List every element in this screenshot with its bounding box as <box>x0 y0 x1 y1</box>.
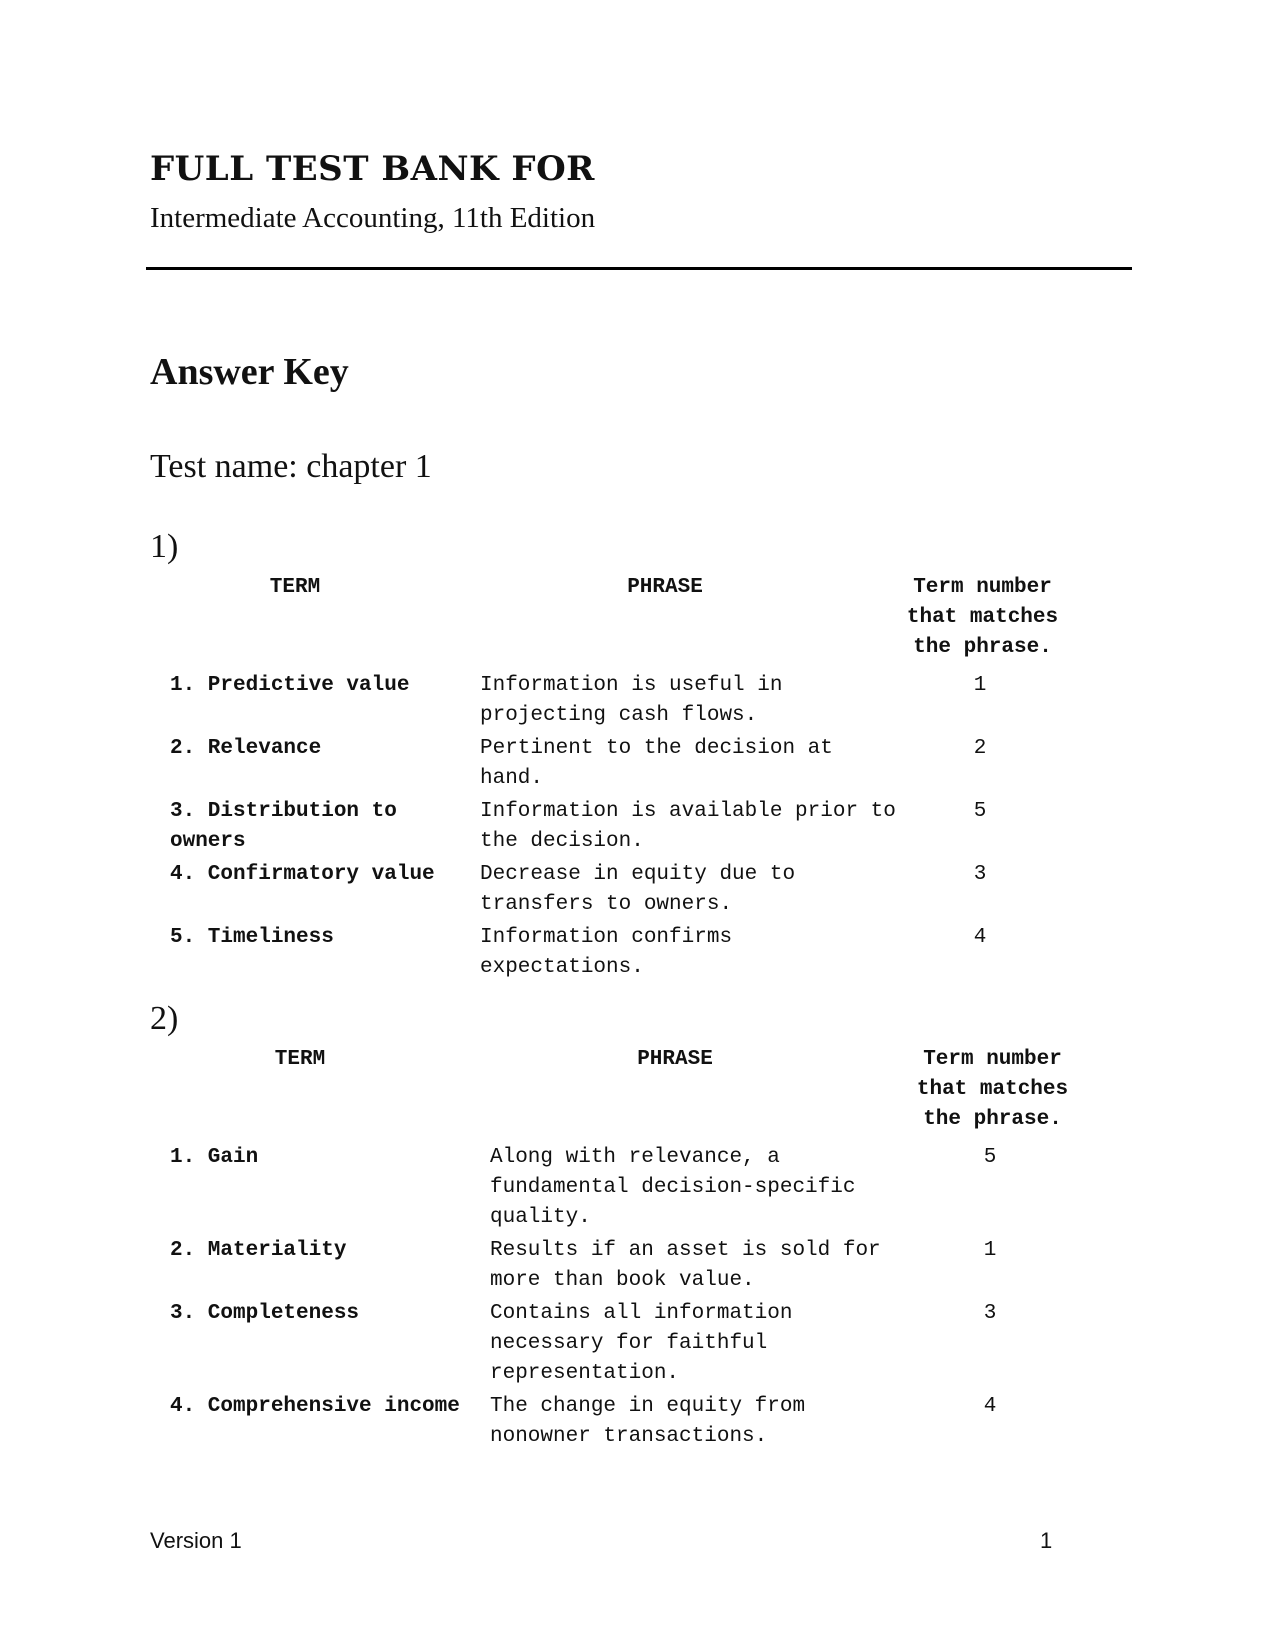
table-row <box>160 1236 1075 1296</box>
header-divider <box>146 267 1132 270</box>
page-number: 1 <box>1040 1528 1053 1553</box>
answer-cell: 5 <box>973 800 987 823</box>
answer-cell: 3 <box>983 1302 997 1325</box>
phrase-cell: Results if an asset is sold for more than book value. <box>490 1239 881 1292</box>
phrase-cell: Contains all information necessary for faithful representation. <box>490 1302 793 1385</box>
table-row <box>160 860 1065 920</box>
term-cell: 4. Comprehensive income <box>170 1395 460 1418</box>
matching-table <box>160 573 1065 986</box>
term-cell: 3. Distribution to owners <box>170 800 397 853</box>
answer-cell: 5 <box>983 1146 997 1169</box>
table-header-row <box>160 1045 1075 1143</box>
phrase-cell: Pertinent to the decision at hand. <box>480 737 833 790</box>
term-cell: 1. Predictive value <box>170 674 410 697</box>
table-row <box>160 923 1065 983</box>
document-subtitle: Intermediate Accounting, 11th Edition <box>150 202 596 235</box>
answer-key-heading: Answer Key <box>150 351 349 393</box>
table-header-row <box>160 573 1065 671</box>
term-cell: 2. Relevance <box>170 737 322 760</box>
answer-cell: 3 <box>973 863 987 886</box>
answer-cell: 1 <box>983 1239 997 1262</box>
term-cell: 3. Completeness <box>170 1302 360 1325</box>
phrase-cell: Information is useful in projecting cash flows. <box>480 674 783 727</box>
term-header: TERM <box>274 1048 326 1071</box>
term-cell: 5. Timeliness <box>170 926 334 949</box>
phrase-cell: Decrease in equity due to transfers to owners. <box>480 863 796 916</box>
question-number: 1) <box>150 528 179 565</box>
table-row <box>160 734 1065 794</box>
answer-cell: 1 <box>973 674 987 697</box>
page-header <box>150 150 1132 236</box>
matching-table <box>160 1045 1075 1455</box>
term-cell: 2. Materiality <box>170 1239 347 1262</box>
phrase-cell: Information confirms expectations. <box>480 926 733 979</box>
term-cell: 4. Confirmatory value <box>170 863 435 886</box>
answer-cell: 4 <box>983 1395 997 1418</box>
table-row <box>160 1299 1075 1389</box>
match-header: Term number that matches the phrase. <box>906 576 1059 659</box>
table-row <box>160 671 1065 731</box>
phrase-header: PHRASE <box>637 1048 713 1071</box>
footer-version: Version 1 <box>150 1528 242 1553</box>
question-number: 2) <box>150 1000 179 1037</box>
term-header: TERM <box>269 576 321 599</box>
phrase-header: PHRASE <box>627 576 703 599</box>
term-cell: 1. Gain <box>170 1146 259 1169</box>
answer-cell: 2 <box>973 737 987 760</box>
match-header: Term number that matches the phrase. <box>916 1048 1069 1131</box>
phrase-cell: Information is available prior to the decision. <box>480 800 896 853</box>
table-row <box>160 1143 1075 1233</box>
document-title: FULL TEST BANK FOR <box>150 149 595 189</box>
phrase-cell: The change in equity from nonowner transactions. <box>490 1395 806 1448</box>
table-row <box>160 797 1065 857</box>
table-row <box>160 1392 1075 1452</box>
answer-cell: 4 <box>973 926 987 949</box>
phrase-cell: Along with relevance, a fundamental decision-specific quality. <box>490 1146 856 1229</box>
test-name: Test name: chapter 1 <box>150 448 432 485</box>
